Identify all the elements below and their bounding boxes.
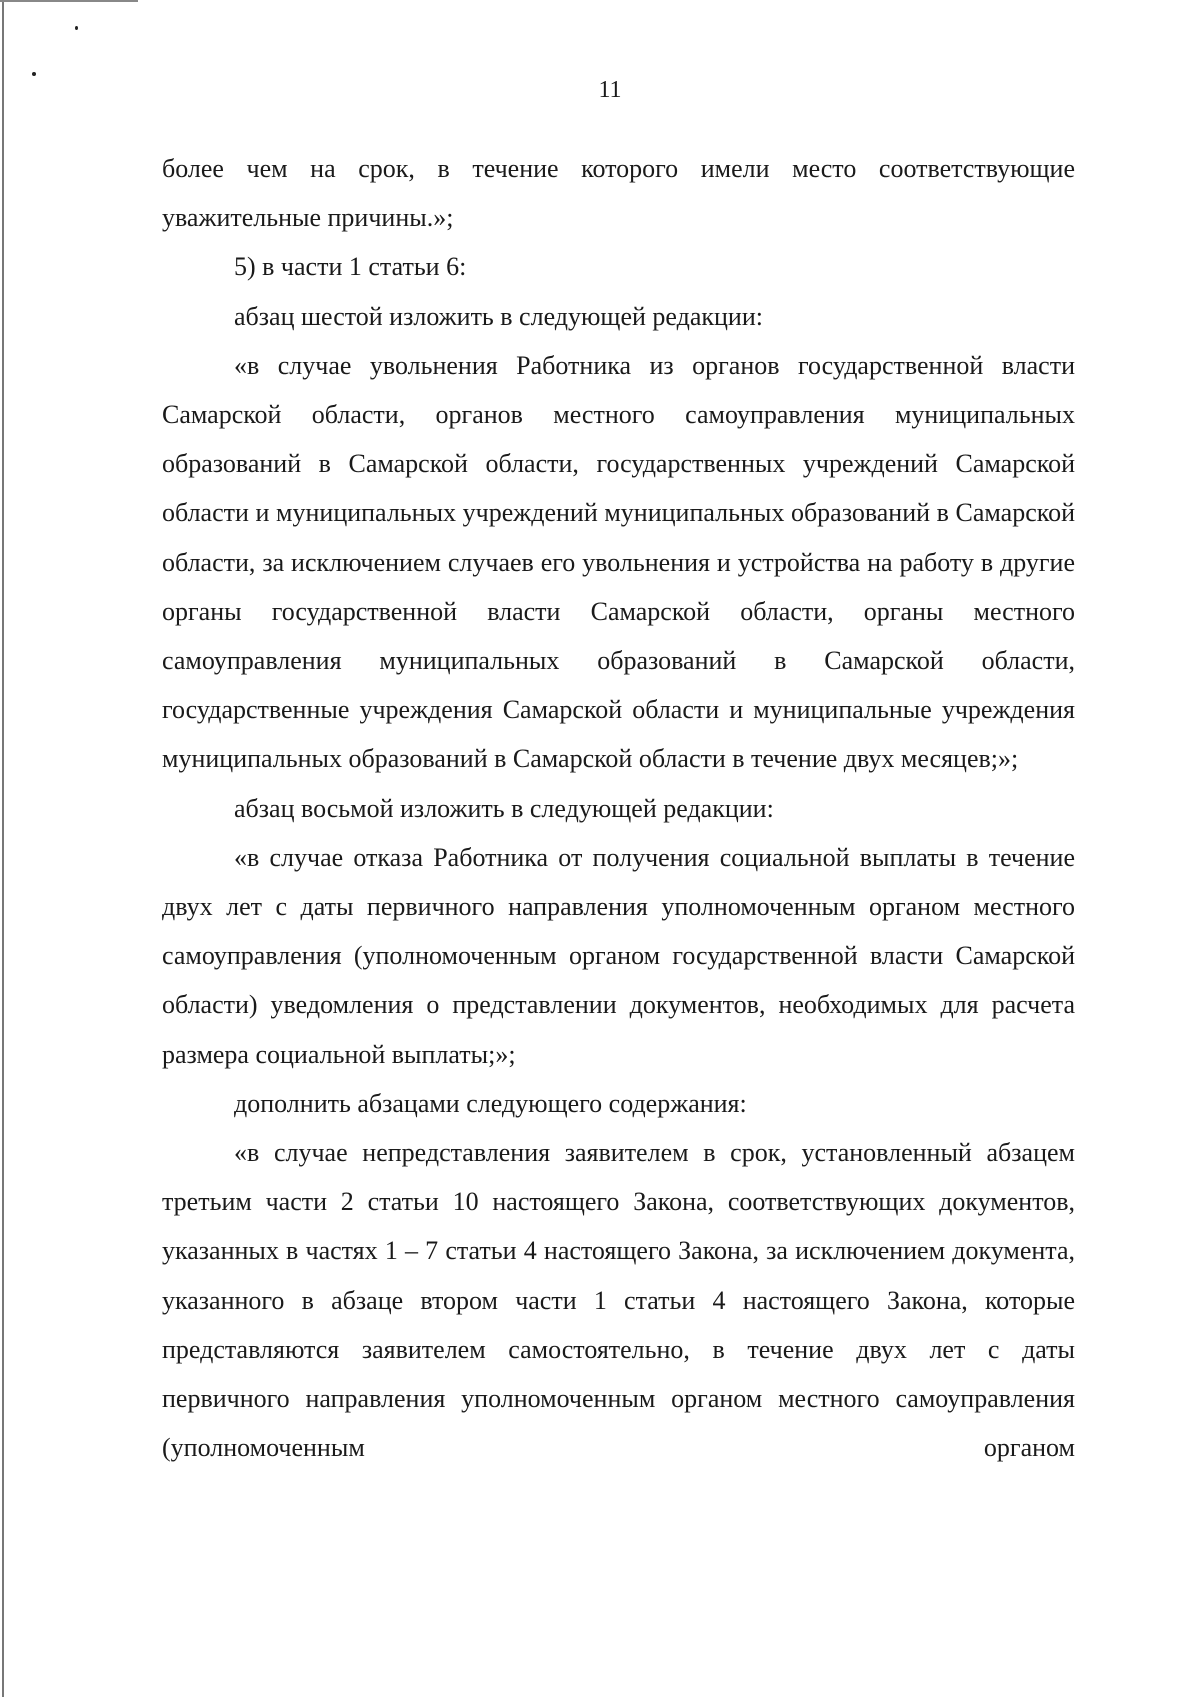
- paragraph-instruction: абзац восьмой изложить в следующей редакции:: [234, 793, 774, 823]
- paragraph-continuation: более чем на срок, в течение которого имели место соответствующие уважительные причины.»;: [162, 154, 1075, 233]
- paragraph-quote: «в случае непредставления заявителем в срок, установленный абзацем третьим части 2 статьи 10 настоящего Закона, соответствующих документов, указанных в частях 1 – 7 статьи 4 настоящего Закона, за исключением документа, указанного в абзаце втором части 1 статьи 4 настоящего Закона, которые представляются заявителем самостоятельно, в течение двух лет с даты первичного направления уполномоченным органом местного самоуправления (уполномоченным органом: [162, 1138, 1075, 1463]
- scan-speck: [75, 26, 78, 30]
- paragraph-quote: «в случае увольнения Работника из органов государственной власти Самарской области, органов местного самоуправления муниципальных образований в Самарской области, государственных учреждений Самарской области и муниципальных учреждений муниципальных образований в Самарской области, за исключением случаев его увольнения и устройства на работу в другие органы государственной власти Самарской области, органы местного самоуправления муниципальных образований в Самарской области, государственные учреждения Самарской области и муниципальные учреждения муниципальных образований в Самарской области в течение двух месяцев;»;: [162, 350, 1075, 774]
- paragraph-instruction: дополнить абзацами следующего содержания:: [234, 1088, 747, 1118]
- scan-left-edge: [2, 0, 4, 1697]
- scan-top-edge: [0, 0, 138, 2]
- paragraph-instruction: абзац шестой изложить в следующей редакции:: [234, 301, 763, 331]
- paragraph-item-5: 5) в части 1 статьи 6:: [234, 252, 467, 282]
- page-number: 11: [598, 77, 622, 103]
- document-body: [162, 144, 1075, 1472]
- paragraph-quote: «в случае отказа Работника от получения социальной выплаты в течение двух лет с даты первичного направления уполномоченным органом местного самоуправления (уполномоченным органом государственной власти Самарской области) уведомления о представлении документов, необходимых для расчета размера социальной выплаты;»;: [162, 842, 1075, 1069]
